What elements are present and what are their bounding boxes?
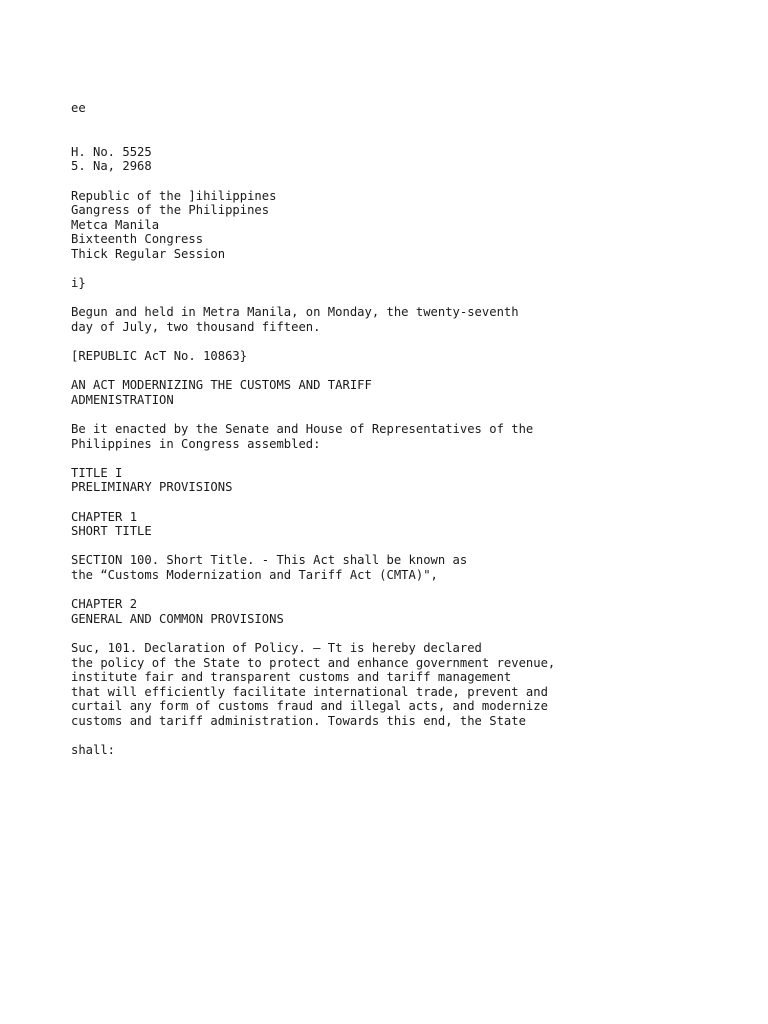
section-100-line-2: the “Customs Modernization and Tariff Act (CMTA)",	[71, 568, 438, 582]
house-bill-number: H. No. 5525	[71, 144, 152, 159]
act-title-line-1: AN ACT MODERNIZING THE CUSTOMS AND TARIFF	[71, 378, 372, 393]
section-101-line-5: curtail any form of customs fraud and illegal acts, and modernize	[71, 699, 548, 714]
begun-line-2: day of July, two thousand fifteen.	[71, 319, 321, 334]
section-101-line-3: institute fair and transparent customs and tariff management	[71, 670, 512, 685]
act-title-line-2: ADMENISTRATION	[71, 392, 174, 407]
chapter-1-name: SHORT TITLE	[71, 524, 152, 539]
enacting-clause-line-2: Philippines in Congress assembled:	[71, 436, 321, 451]
section-101-line-2: the policy of the State to protect and enhance government revenue,	[71, 655, 556, 670]
congress-number-line: Bixteenth Congress	[71, 232, 204, 247]
enacting-clause-line-1: Be it enacted by the Senate and House of Representatives of the	[71, 422, 534, 437]
stray-mark: i}	[71, 276, 86, 291]
section-101-line-4: that will efficiently facilitate international trade, prevent and	[71, 684, 548, 699]
chapter-1-label: CHAPTER 1	[71, 509, 138, 524]
title-label: TITLE I	[71, 465, 123, 480]
city-line: Metca Manila	[71, 217, 160, 232]
section-101-line-6: customs and tariff administration. Towards this end, the State	[71, 713, 526, 728]
session-line: Thick Regular Session	[71, 246, 226, 261]
shall-line: shall:	[71, 743, 116, 758]
chapter-2-name: GENERAL AND COMMON PROVISIONS	[71, 611, 284, 626]
header-mark: ee	[71, 101, 86, 115]
republic-line: Republic of the ]ihilippines	[71, 188, 277, 203]
title-name: PRELIMINARY PROVISIONS	[71, 480, 233, 495]
chapter-2-label: CHAPTER 2	[71, 597, 138, 612]
senate-bill-number: 5. Na, 2968	[71, 159, 152, 174]
begun-line-1: Begun and held in Metra Manila, on Monday, the twenty-seventh	[71, 305, 519, 320]
document-page	[71, 101, 731, 758]
act-number: [REPUBLIC AcT No. 10863}	[71, 349, 248, 364]
section-100-line-1: SECTION 100. Short Title. - This Act shall be known as	[71, 553, 468, 568]
section-101-line-1: Suc, 101. Declaration of Policy. — Tt is hereby declared	[71, 640, 482, 655]
congress-line: Gangress of the Philippines	[71, 203, 270, 218]
